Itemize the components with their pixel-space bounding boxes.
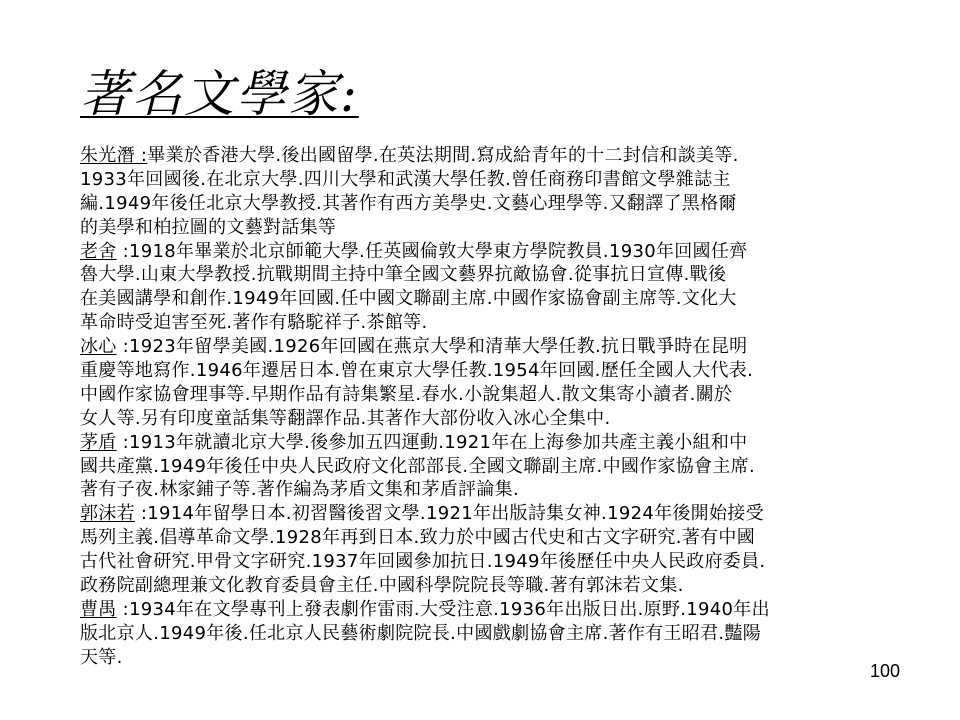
writer-bio-line: 著有子夜.林家鋪子等.著作編為茅盾文集和茅盾評論集. xyxy=(80,479,519,501)
writer-entry-mao-dun xyxy=(80,431,880,503)
writer-entry-bing-xin xyxy=(80,335,880,431)
writer-bio-line: :1913年就讀北京大學.後參加五四運動.1921年在上海參加共產主義小組和中 xyxy=(116,431,748,453)
writer-entry-guo-moruo xyxy=(80,502,880,598)
writer-bio-line: 國共產黨.1949年後任中央人民政府文化部部長.全國文聯副主席.中國作家協會主席. xyxy=(80,455,755,477)
writer-bio-line: 畢業於香港大學.後出國留學.在英法期間.寫成給青年的十二封信和談美等. xyxy=(147,145,739,166)
writer-bio-line: 古代社會研究.甲骨文字研究.1937年回國參加抗日.1949年後歷任中央人民政府委員. xyxy=(80,551,766,573)
writer-entry-cao-yu xyxy=(80,598,880,670)
slide-title: 著名文學家: xyxy=(80,65,359,123)
writer-bio-line: 的美學和柏拉圖的文藝對話集等 xyxy=(80,216,337,238)
writer-name: 冰心 xyxy=(80,336,117,358)
writer-entry-zhu-guangqian xyxy=(80,144,880,240)
writer-bio-line: 在美國講學和創作.1949年回國.任中國文聯副主席.中國作家協會副主席等.文化大 xyxy=(80,288,737,310)
writer-bio-line: :1914年留學日本.初習醫後習文學.1921年出版詩集女神.1924年後開始接受 xyxy=(134,503,764,525)
writer-bio-line: 革命時受迫害至死.著作有駱駝祥子.茶館等. xyxy=(80,312,428,334)
writer-name: 老舍 xyxy=(80,240,117,262)
writer-entry-lao-she xyxy=(80,240,880,336)
writer-name: 曹禺 xyxy=(80,598,117,620)
writer-bio-line: 馬列主義.倡導革命文學.1928年再到日本.致力於中國古代史和古文字研究.著有中國 xyxy=(80,527,755,549)
writer-list xyxy=(80,144,880,670)
writer-bio-line: 女人等.另有印度童話集等翻譯作品.其著作大部份收入冰心全集中. xyxy=(80,407,611,429)
writer-name: 朱光潛 : xyxy=(80,145,148,166)
writer-bio-line: 重慶等地寫作.1946年遷居日本.曾在東京大學任教.1954年回國.歷任全國人大代表. xyxy=(80,360,754,382)
writer-bio-line: 中國作家協會理事等.早期作品有詩集繁星.春水.小說集超人.散文集寄小讀者.關於 xyxy=(80,383,733,405)
writer-bio-line: 1933年回國後.在北京大學.四川大學和武漢大學任教.曾任商務印書館文學雜誌主 xyxy=(80,168,731,190)
writer-bio-line: 天等. xyxy=(80,646,123,668)
page-number: 100 xyxy=(870,661,901,681)
writer-name: 郭沫若 xyxy=(80,503,135,525)
writer-bio-line: :1934年在文學專刊上發表劇作雷雨.大受注意.1936年出版日出.原野.1940年出 xyxy=(116,598,770,620)
writer-bio-line: 編.1949年後任北京大學教授.其著作有西方美學史.文藝心理學等.又翻譯了黑格爾 xyxy=(80,192,737,214)
writer-bio-line: 版北京人.1949年後.任北京人民藝術劇院院長.中國戲劇協會主席.著作有王昭君.豔陽 xyxy=(80,622,762,644)
writer-bio-line: :1923年留學美國.1926年回國在燕京大學和清華大學任教.抗日戰爭時在昆明 xyxy=(116,336,748,358)
writer-bio-line: :1918年畢業於北京師範大學.任英國倫敦大學東方學院教員.1930年回國任齊 xyxy=(116,240,748,262)
writer-bio-line: 政務院副總理兼文化教育委員會主任.中國科學院院長等職.著有郭沫若文集. xyxy=(80,575,684,597)
writer-name: 茅盾 xyxy=(80,431,117,453)
writer-bio-line: 魯大學.山東大學教授.抗戰期間主持中筆全國文藝界抗敵協會.從事抗日宣傳.戰後 xyxy=(80,264,727,286)
